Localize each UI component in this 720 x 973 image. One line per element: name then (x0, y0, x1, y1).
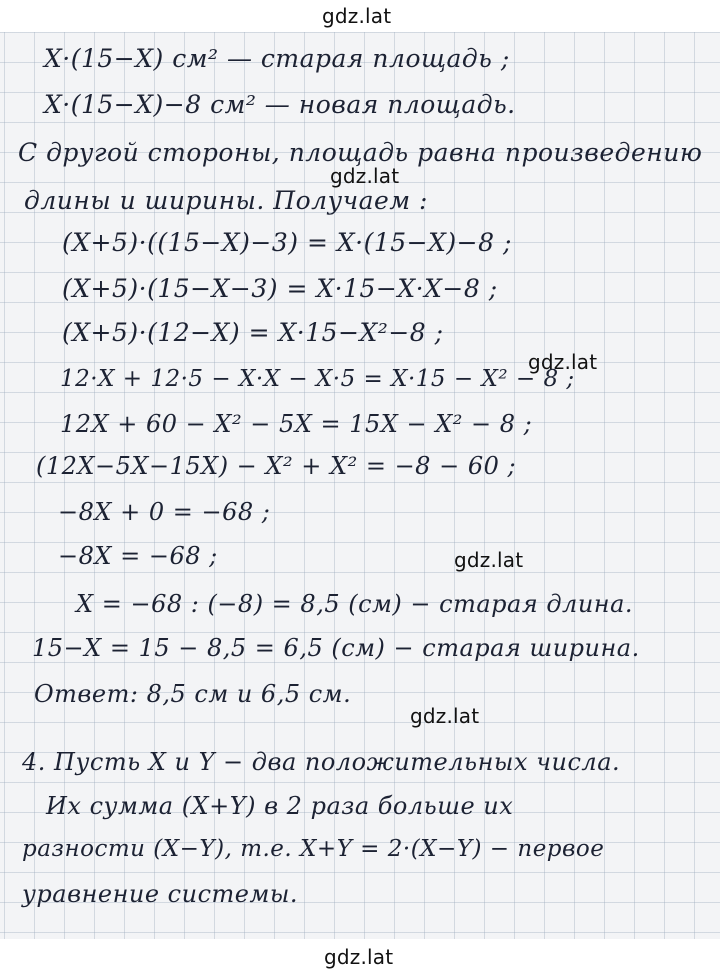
line-6: (X+5)·(15−X−3) = X·15−X·X−8 ; (62, 274, 498, 303)
line-9: 12X + 60 − X² − 5X = 15X − X² − 8 ; (60, 410, 533, 438)
line-8: 12·X + 12·5 − X·X − X·5 = X·15 − X² − 8 ; (60, 366, 575, 392)
watermark-mid-2: gdz.lat (528, 350, 598, 374)
line-16: 4. Пусть X и Y − два положительных числа. (22, 748, 621, 776)
line-17: Их сумма (X+Y) в 2 раза больше их (46, 792, 514, 820)
watermark-mid-4: gdz.lat (410, 704, 480, 728)
watermark-mid-3: gdz.lat (454, 548, 524, 572)
line-18: разности (X−Y), т.е. X+Y = 2·(X−Y) − первое (22, 836, 605, 862)
line-11: −8X + 0 = −68 ; (58, 498, 271, 526)
line-2: X·(15−X)−8 см² — новая площадь. (44, 90, 516, 119)
watermark-bottom: gdz.lat (324, 945, 394, 969)
line-10: (12X−5X−15X) − X² + X² = −8 − 60 ; (36, 452, 517, 480)
watermark-mid-1: gdz.lat (330, 164, 400, 188)
line-1: X·(15−X) см² — старая площадь ; (44, 44, 510, 73)
line-19: уравнение системы. (22, 880, 299, 908)
watermark-top: gdz.lat (322, 4, 392, 28)
line-12: −8X = −68 ; (58, 542, 218, 570)
line-13: X = −68 : (−8) = 8,5 (см) − старая длина. (76, 590, 634, 618)
line-14: 15−X = 15 − 8,5 = 6,5 (см) − старая ширина. (32, 634, 640, 662)
line-15: Ответ: 8,5 см и 6,5 см. (34, 680, 352, 708)
line-5: (X+5)·((15−X)−3) = X·(15−X)−8 ; (62, 228, 512, 257)
line-4: длины и ширины. Получаем : (24, 186, 428, 215)
line-3: С другой стороны, площадь равна произведению (18, 138, 703, 167)
line-7: (X+5)·(12−X) = X·15−X²−8 ; (62, 318, 444, 347)
